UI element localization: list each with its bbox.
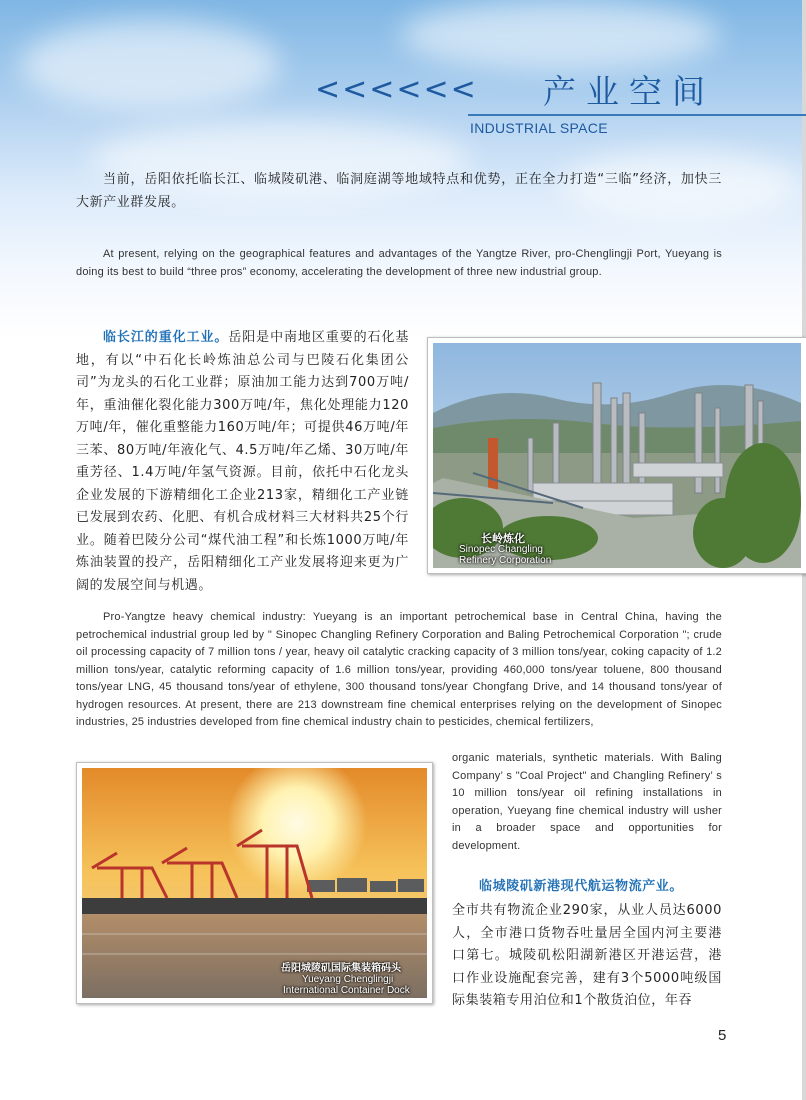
intro-en: At present, relying on the geographical features and advantages of the Yangtze River, pro-Chenglingji Port, Yueyang is doing its best to build “three pros” economy, accelerating the development of three new industrial group. [76,248,722,278]
section2-body: 全市共有物流企业290家，从业人员达6000人，全市港口货物吞吐量居全国内河主要港口第七。城陵矶松阳湖新港区开港运营，港口作业设施配套完善，建有3个5000吨级国际集装箱专用泊位和1个散货泊位，年吞 [452,903,722,1008]
section2-heading [452,876,732,899]
dock-caption-en-2: International Container Dock [283,985,410,996]
intro-cn: 当前，岳阳依托临长江、临城陵矶港、临洞庭湖等地域特点和优势，正在全力打造“三临”经济，加快三大新产业群发展。 [76,172,722,210]
dock-photo [76,762,433,1004]
refinery-caption-en-1: Sinopec Changling [459,544,543,555]
section1-heading: 临长江的重化工业。 [103,330,229,345]
section1-en-continued: organic materials, synthetic materials. With Baling Company’ s "Coal Project" and Changling Refinery’ s 10 million tons/year oil refining installations in operation, Yueyang fine chemical industry will usher in a broader space and opportunities for development. [452,752,722,852]
page-subtitle: INDUSTRIAL SPACE [470,120,608,136]
section2-title: 临城陵矶新港现代航运物流产业。 [479,879,684,894]
refinery-caption-en-2: Refinery Corporation [459,555,552,566]
refinery-caption-cn: 长岭炼化 [481,532,525,545]
dock-caption-cn: 岳阳城陵矶国际集装箱码头 [281,963,401,974]
cloud [400,0,720,70]
refinery-photo [427,337,806,574]
cloud [20,20,280,110]
header-rule [468,114,806,116]
page-title: 产业空间 [543,72,715,111]
section1-cn [76,327,409,597]
section1-body: 岳阳是中南地区重要的石化基地，有以“中石化长岭炼油总公司与巴陵石化集团公司”为龙头的石化工业群；原油加工能力达到700万吨/年，重油催化裂化能力300万吨/年，焦化处理能力120万吨/年，催化重整能力160万吨/年；可提供46万吨/年三苯、80万吨/年液化气、4.5万吨/年乙烯、30万吨/年重芳径、1.4万吨/年氢气资源。目前，依托中石化龙头企业发展的下游精细化工企业213家，精细化工产业链已发展到农药、化肥、有机合成材料三大材料共25个行业。随着巴陵分公司“煤代油工程”和长炼1000万吨/年炼油装置的投产，岳阳精细化工产业发展将迎来更为广阔的发展空间与机遇。 [76,330,409,593]
page-number: 5 [718,1027,727,1044]
section1-en: Pro-Yangtze heavy chemical industry: Yueyang is an important petrochemical base in Central China, having the petrochemical industrial group led by " Sinopec Changling Refinery Corporation and Baling Petrochemical Corporation "; crude oil processing capacity of 7 million tons / year, heavy oil catalytic cracking capacity of 3 million tons/year, coking capacity of 1.2 million tons/year, catalytic reforming capacity of 1.6 million tons/year, providing 460,000 tons/year toluene, 800 thousand tons/year LNG, 45 thousand tons/year of ethylene, 300 thousand tons/year Chongfang Drive, and 14 thousand tons/year of hydrogen resources. At present, there are 213 downstream fine chemical enterprises relying on the development of Sinopec industries, 25 industries developed from fine chemical industry chain to pesticides, chemical fertilizers, [76,611,722,728]
header-arrows: <<<<<< [315,72,478,107]
dock-caption-en-1: Yueyang Chenglingji [302,974,394,985]
